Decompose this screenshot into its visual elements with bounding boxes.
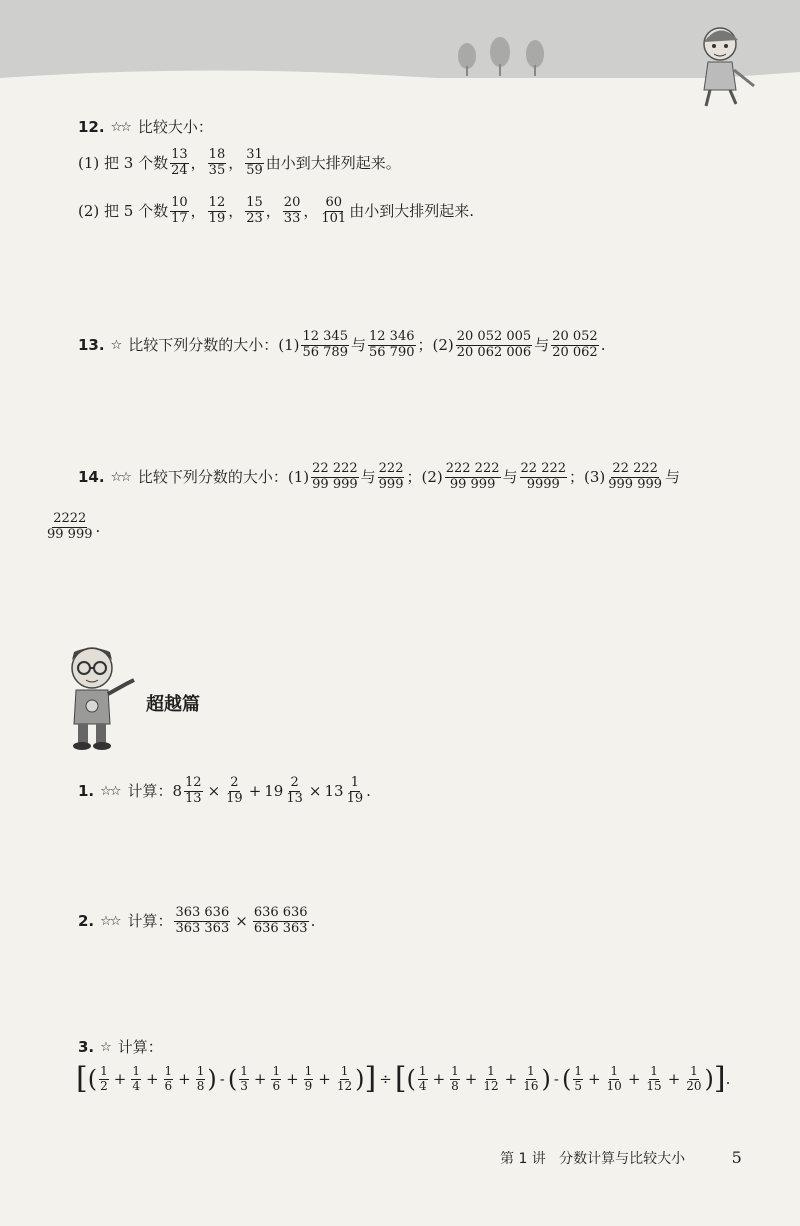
problem-12 xyxy=(78,120,213,135)
operator: + xyxy=(145,1069,159,1088)
fraction: $\frac{1}{15}$ xyxy=(646,1063,662,1093)
fraction: $\frac{12}{19}$ xyxy=(208,195,226,226)
problem-title: 比较下列分数的大小：(1) xyxy=(137,467,310,486)
fraction: $\frac{2222}{99 999}$ xyxy=(47,511,93,542)
operator: + xyxy=(587,1069,601,1088)
left-paren: ( xyxy=(561,1065,572,1093)
problem-number: 1. xyxy=(78,781,95,800)
whole-number: 13 xyxy=(324,781,344,800)
fraction: $\frac{13}{24}$ xyxy=(171,147,188,178)
problem-number: 2. xyxy=(78,911,95,930)
fraction: $\frac{60}{101}$ xyxy=(321,195,347,226)
section-title: 超越篇 xyxy=(146,694,200,715)
problem-number: 12. xyxy=(78,118,105,136)
fraction: $\frac{20}{33}$ xyxy=(283,195,301,226)
fraction: $\frac{222}{999}$ xyxy=(378,461,404,492)
fraction: $\frac{1}{16}$ xyxy=(523,1063,539,1093)
problem-number: 3. xyxy=(78,1038,95,1056)
operator: + xyxy=(286,1069,299,1088)
right-paren: ) xyxy=(541,1065,551,1093)
compare-word: 与 xyxy=(534,335,550,354)
fraction: $\frac{2}{19}$ xyxy=(226,775,243,806)
operator: + xyxy=(464,1069,478,1088)
fraction: $\frac{1}{20}$ xyxy=(686,1063,702,1093)
fraction: $\frac{1}{3}$ xyxy=(240,1063,248,1093)
part-label: (2) 把 5 个数 xyxy=(78,201,169,220)
whole-number: 8 xyxy=(172,781,183,800)
period: . xyxy=(725,1069,731,1088)
left-paren: ( xyxy=(87,1065,98,1093)
operator: + xyxy=(318,1069,331,1088)
fraction: $\frac{1}{12}$ xyxy=(483,1063,499,1093)
compare-word: 与 xyxy=(502,467,518,486)
fraction: $\frac{12 346}{56 790}$ xyxy=(369,329,415,360)
advanced-problem-3-expression xyxy=(76,1061,731,1096)
fraction: $\frac{22 222}{99 999}$ xyxy=(312,461,358,492)
problem-title: 比较大小： xyxy=(137,118,213,136)
fraction: $\frac{20 052 005}{20 062 006}$ xyxy=(456,329,532,360)
fraction: $\frac{1}{10}$ xyxy=(606,1063,622,1093)
problem-title: 计算： xyxy=(127,781,173,800)
left-bracket: [ xyxy=(394,1061,407,1096)
cartoon-boy-icon xyxy=(60,640,140,755)
left-paren: ( xyxy=(406,1065,416,1093)
difficulty-stars-icon: ☆ xyxy=(110,337,121,353)
period: . xyxy=(366,781,371,800)
right-bracket: ] xyxy=(713,1061,726,1096)
fraction: $\frac{12}{13}$ xyxy=(185,775,202,806)
right-paren: ) xyxy=(704,1065,714,1093)
operator: + xyxy=(253,1069,267,1088)
left-paren: ( xyxy=(227,1065,238,1093)
fraction: $\frac{1}{6}$ xyxy=(164,1063,173,1093)
fraction: $\frac{1}{8}$ xyxy=(451,1063,459,1093)
operator: + xyxy=(432,1069,446,1088)
operator: + xyxy=(627,1069,641,1088)
difficulty-stars-icon: ☆☆ xyxy=(110,120,130,135)
lesson-topic: 分数计算与比较大小 xyxy=(559,1151,686,1167)
fraction: $\frac{636 636}{636 363}$ xyxy=(253,905,308,936)
difficulty-stars-icon: ☆☆ xyxy=(110,469,130,485)
separator: ；(3) xyxy=(569,467,606,486)
fraction: $\frac{1}{9}$ xyxy=(304,1063,313,1093)
separator: ；(2) xyxy=(417,335,454,354)
fraction: $\frac{2}{13}$ xyxy=(286,775,303,806)
problem-number: 13. xyxy=(78,335,105,354)
fraction: $\frac{1}{8}$ xyxy=(196,1063,205,1093)
problem-title: 比较下列分数的大小：(1) xyxy=(128,335,300,354)
problem-12-part-2: (2) 把 5 个数 $\frac{10}{17}$ ， $\frac{12}{19}$ ， $\frac{15}{23}$ ， $\frac{20}{33}$ ， $\frac{60}{101}$ 由小到大排列起来. xyxy=(78,195,474,226)
advanced-problem-1 xyxy=(78,776,371,807)
advanced-problem-3 xyxy=(78,1040,163,1055)
fraction: $\frac{31}{59}$ xyxy=(246,147,263,178)
fraction: $\frac{1}{12}$ xyxy=(336,1063,353,1093)
operator: × xyxy=(308,781,322,800)
fraction: $\frac{1}{4}$ xyxy=(418,1063,427,1093)
operator: ÷ xyxy=(379,1069,392,1088)
fraction: $\frac{12 345}{56 789}$ xyxy=(302,329,348,360)
header-ground-decoration xyxy=(0,58,800,98)
difficulty-stars-icon: ☆☆ xyxy=(100,913,120,929)
operator: × xyxy=(207,781,221,800)
lesson-label: 第 1 讲 xyxy=(500,1151,546,1167)
fraction: $\frac{20 052}{20 062}$ xyxy=(552,329,598,360)
operator: + xyxy=(504,1069,518,1088)
period: . xyxy=(95,517,101,536)
tree-icon xyxy=(455,36,555,81)
compare-word: 与 xyxy=(665,467,681,486)
right-bracket: ] xyxy=(364,1061,377,1096)
problem-number: 14. xyxy=(78,467,105,486)
operator: + xyxy=(248,781,262,800)
fraction: $\frac{22 222}{9999}$ xyxy=(520,461,567,492)
operator: - xyxy=(553,1069,559,1088)
cartoon-girl-icon xyxy=(690,20,760,110)
fraction: $\frac{1}{5}$ xyxy=(574,1063,582,1093)
fraction: $\frac{1}{6}$ xyxy=(272,1063,281,1093)
problem-13 xyxy=(78,330,605,361)
fraction: $\frac{363 636}{363 363}$ xyxy=(175,905,230,936)
part-tail: 由小到大排列起来。 xyxy=(265,153,401,172)
fraction: $\frac{10}{17}$ xyxy=(171,195,188,226)
fraction: $\frac{15}{23}$ xyxy=(246,195,263,226)
fraction: $\frac{1}{2}$ xyxy=(100,1063,108,1093)
fraction: $\frac{1}{19}$ xyxy=(346,775,364,806)
fraction: $\frac{222 222}{99 999}$ xyxy=(445,461,500,492)
problem-14-continued xyxy=(44,512,100,543)
operator: + xyxy=(667,1069,681,1088)
compare-word: 与 xyxy=(360,467,376,486)
period: . xyxy=(600,335,606,354)
advanced-problem-2 xyxy=(78,906,315,937)
problem-title: 计算： xyxy=(127,911,173,930)
part-tail: 由小到大排列起来. xyxy=(349,201,474,220)
compare-word: 与 xyxy=(350,335,366,354)
period: . xyxy=(310,911,316,930)
operator: × xyxy=(235,911,248,930)
right-paren: ) xyxy=(207,1065,217,1093)
fraction: $\frac{18}{35}$ xyxy=(208,147,226,178)
fraction: $\frac{1}{4}$ xyxy=(132,1063,140,1093)
operator: - xyxy=(219,1069,225,1088)
operator: + xyxy=(178,1069,191,1088)
page-footer xyxy=(500,1148,742,1168)
right-paren: ) xyxy=(355,1065,365,1093)
left-bracket: [ xyxy=(76,1061,88,1096)
fraction: $\frac{22 222}{999 999}$ xyxy=(608,461,663,492)
difficulty-stars-icon: ☆ xyxy=(100,1040,110,1055)
difficulty-stars-icon: ☆☆ xyxy=(100,783,120,799)
whole-number: 19 xyxy=(264,781,284,800)
operator: + xyxy=(113,1069,127,1088)
separator: ；(2) xyxy=(406,467,443,486)
problem-14 xyxy=(78,462,680,493)
page-number: 5 xyxy=(731,1148,742,1167)
problem-title: 计算： xyxy=(117,1038,163,1056)
problem-12-part-1: (1) 把 3 个数 $\frac{13}{24}$ ， $\frac{18}{35}$ ， $\frac{31}{59}$ 由小到大排列起来。 xyxy=(78,147,401,178)
part-label: (1) 把 3 个数 xyxy=(78,153,169,172)
